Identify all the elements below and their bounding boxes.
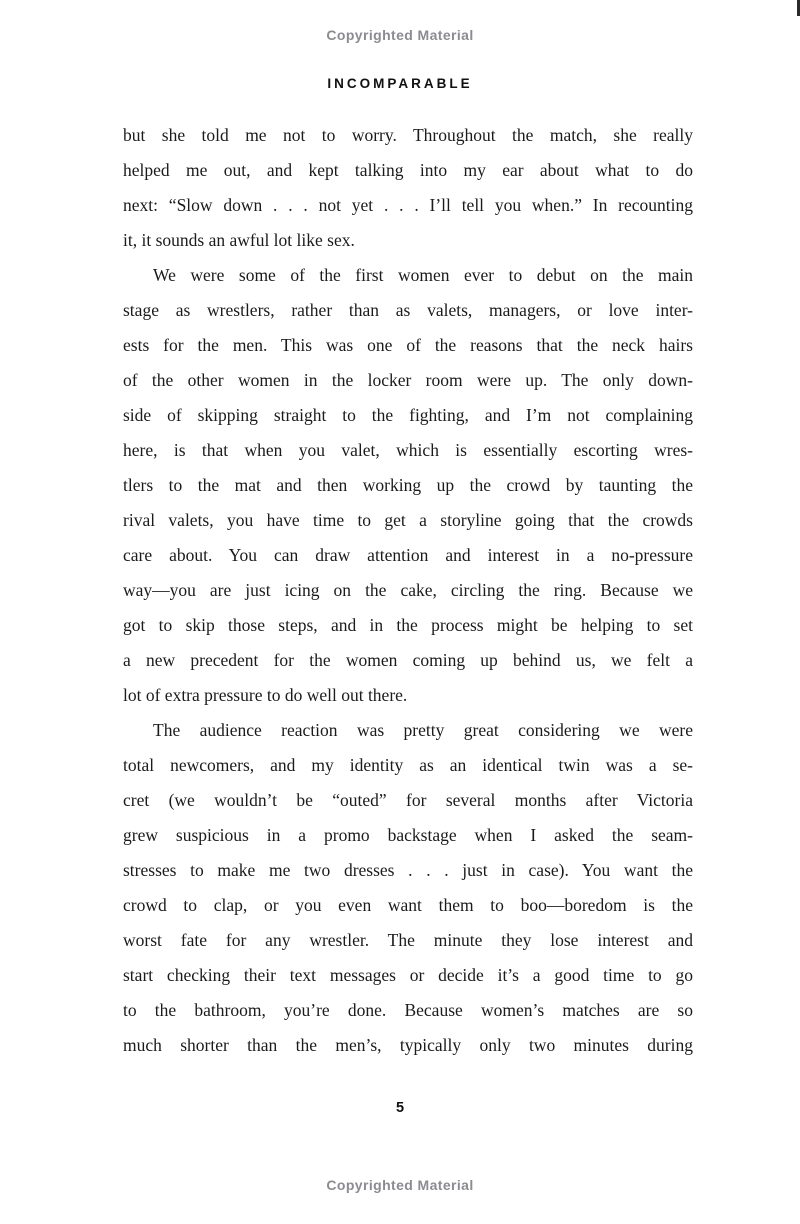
text-line: next: “Slow down . . . not yet . . . I’ll tell you when.” In recounting: [123, 195, 693, 215]
text-line: rival valets, you have time to get a storyline going that the crowds: [123, 510, 693, 530]
page-number: 5: [395, 1100, 405, 1116]
text-line: The audience reaction was pretty great considering we were: [153, 720, 693, 740]
text-line: stage as wrestlers, rather than as valets, managers, or love inter-: [123, 300, 693, 320]
text-line: a new precedent for the women coming up behind us, we felt a: [123, 650, 693, 670]
text-line: here, is that when you valet, which is essentially escorting wres-: [123, 440, 693, 460]
text-line: total newcomers, and my identity as an identical twin was a se-: [123, 755, 693, 775]
text-line: We were some of the first women ever to debut on the main: [153, 265, 693, 285]
text-line: but she told me not to worry. Throughout the match, she really: [123, 125, 693, 145]
text-line: stresses to make me two dresses . . . just in case). You want the: [123, 860, 693, 880]
paragraph: [123, 118, 693, 258]
text-line: to the bathroom, you’re done. Because women’s matches are so: [123, 1000, 693, 1020]
text-line: crowd to clap, or you even want them to boo—boredom is the: [123, 895, 693, 915]
text-line: way—you are just icing on the cake, circling the ring. Because we: [123, 580, 693, 600]
text-line: much shorter than the men’s, typically only two minutes during: [123, 1035, 693, 1055]
text-line: helped me out, and kept talking into my ear about what to do: [123, 160, 693, 180]
paragraph: [123, 258, 693, 713]
text-line: lot of extra pressure to do well out there.: [123, 685, 408, 705]
text-line: care about. You can draw attention and interest in a no-pressure: [123, 545, 693, 565]
text-line: worst fate for any wrestler. The minute they lose interest and: [123, 930, 693, 950]
paragraph: [123, 713, 693, 1063]
body-text: [123, 118, 693, 1063]
copyright-notice-bottom: Copyrighted Material: [326, 1177, 474, 1193]
text-line: got to skip those steps, and in the process might be helping to set: [123, 615, 693, 635]
text-line: of the other women in the locker room were up. The only down-: [123, 370, 693, 390]
text-line: tlers to the mat and then working up the crowd by taunting the: [123, 475, 693, 495]
text-line: it, it sounds an awful lot like sex.: [123, 230, 355, 250]
copyright-notice-top: Copyrighted Material: [326, 27, 474, 43]
text-line: start checking their text messages or decide it’s a good time to go: [123, 965, 693, 985]
text-line: cret (we wouldn’t be “outed” for several months after Victoria: [123, 790, 693, 810]
text-line: grew suspicious in a promo backstage when I asked the seam-: [123, 825, 693, 845]
text-line: ests for the men. This was one of the reasons that the neck hairs: [123, 335, 693, 355]
text-line: side of skipping straight to the fighting, and I’m not complaining: [123, 405, 693, 425]
running-head-title: INCOMPARABLE: [327, 76, 473, 91]
